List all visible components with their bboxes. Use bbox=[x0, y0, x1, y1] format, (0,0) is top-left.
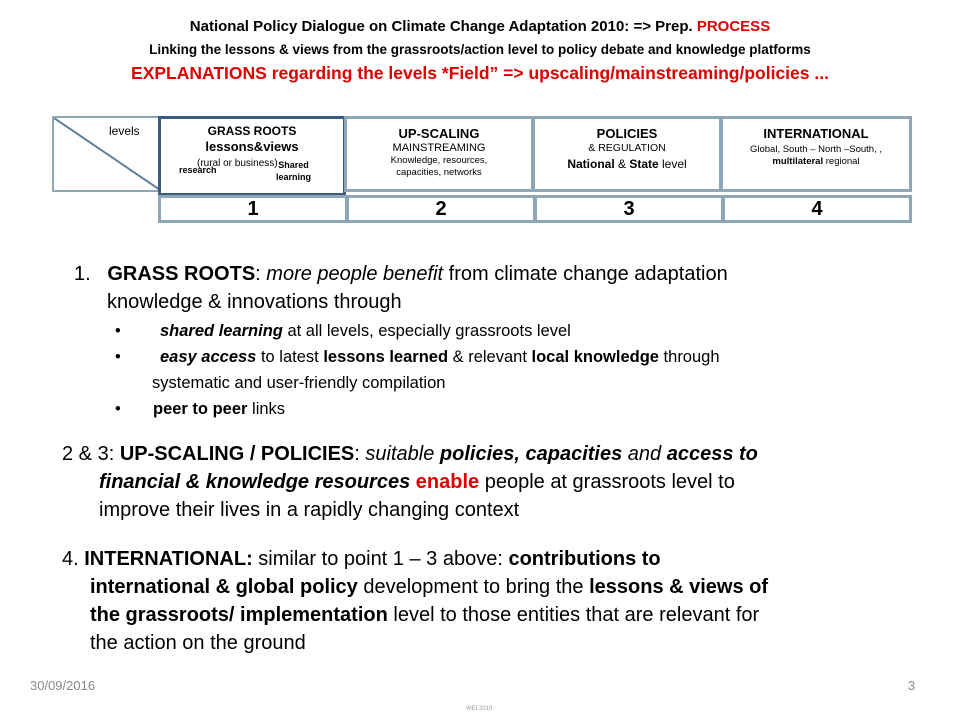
grass-roots-research: research bbox=[179, 165, 217, 175]
title-line-3: EXPLANATIONS regarding the levels *Field” => upscaling/mainstreaming/policies ... bbox=[131, 63, 829, 83]
level-number-4: 4 bbox=[722, 195, 912, 223]
title-line-1 bbox=[0, 18, 960, 35]
grass-roots-title: GRASS ROOTS bbox=[207, 124, 297, 138]
grass-roots-note: (rural or business) bbox=[197, 158, 278, 169]
level-number-2: 2 bbox=[346, 195, 536, 223]
bullet-icon: • bbox=[115, 322, 121, 340]
bullet-icon: • bbox=[115, 348, 121, 366]
paragraph-grass-roots: 1. GRASS ROOTS: more people benefit from climate change adaptation knowledge & innovations through bbox=[74, 263, 728, 313]
international-detail: Global, South – North –South, , multilateral regional bbox=[749, 144, 883, 167]
grass-roots-sub: lessons&views bbox=[205, 139, 299, 154]
footer-small-text: WEI 2010 bbox=[466, 706, 493, 712]
level-policies bbox=[532, 116, 722, 192]
title-line-2: Linking the lessons & views from the grassroots/action level to policy debate and knowledge platforms bbox=[149, 42, 811, 57]
policies-detail: National & State level bbox=[567, 157, 687, 171]
footer-page-number: 3 bbox=[908, 678, 916, 693]
title-main: National Policy Dialogue on Climate Change Adaptation 2010: => Prep. bbox=[189, 18, 697, 35]
bullet-icon: • bbox=[115, 400, 121, 418]
title-process: PROCESS bbox=[696, 18, 771, 35]
level-number-3: 3 bbox=[534, 195, 724, 223]
grass-roots-shared-learning: Shared learning bbox=[276, 160, 312, 182]
bullet-easy-access-line2: systematic and user-friendly compilation bbox=[152, 374, 446, 392]
upscaling-title: UP-SCALING bbox=[398, 126, 480, 141]
footer-date: 30/09/2016 bbox=[30, 678, 96, 693]
level-upscaling bbox=[344, 116, 534, 192]
international-title: INTERNATIONAL bbox=[763, 126, 869, 141]
upscaling-detail: Knowledge, resources, capacities, networks bbox=[390, 155, 488, 178]
levels-header-cell bbox=[52, 116, 164, 192]
paragraph-upscaling-policies: 2 & 3: UP-SCALING / POLICIES: suitable policies, capacities and access to financial & knowledge resources enable people at grassroots level to improve their lives in a rapidly changing context bbox=[62, 443, 758, 521]
level-grass-roots bbox=[158, 116, 346, 196]
policies-sub: & REGULATION bbox=[588, 142, 666, 154]
level-number-1: 1 bbox=[158, 195, 348, 223]
paragraph-international: 4. INTERNATIONAL: similar to point 1 – 3 above: contributions to international & global policy development to bring the lessons & views of the grassroots/ implementation level to those entities that are relevant for the action on the ground bbox=[62, 548, 769, 654]
upscaling-sub: MAINSTREAMING bbox=[392, 142, 486, 154]
level-international bbox=[720, 116, 912, 192]
levels-label: levels bbox=[109, 124, 140, 138]
policies-title: POLICIES bbox=[596, 126, 658, 141]
